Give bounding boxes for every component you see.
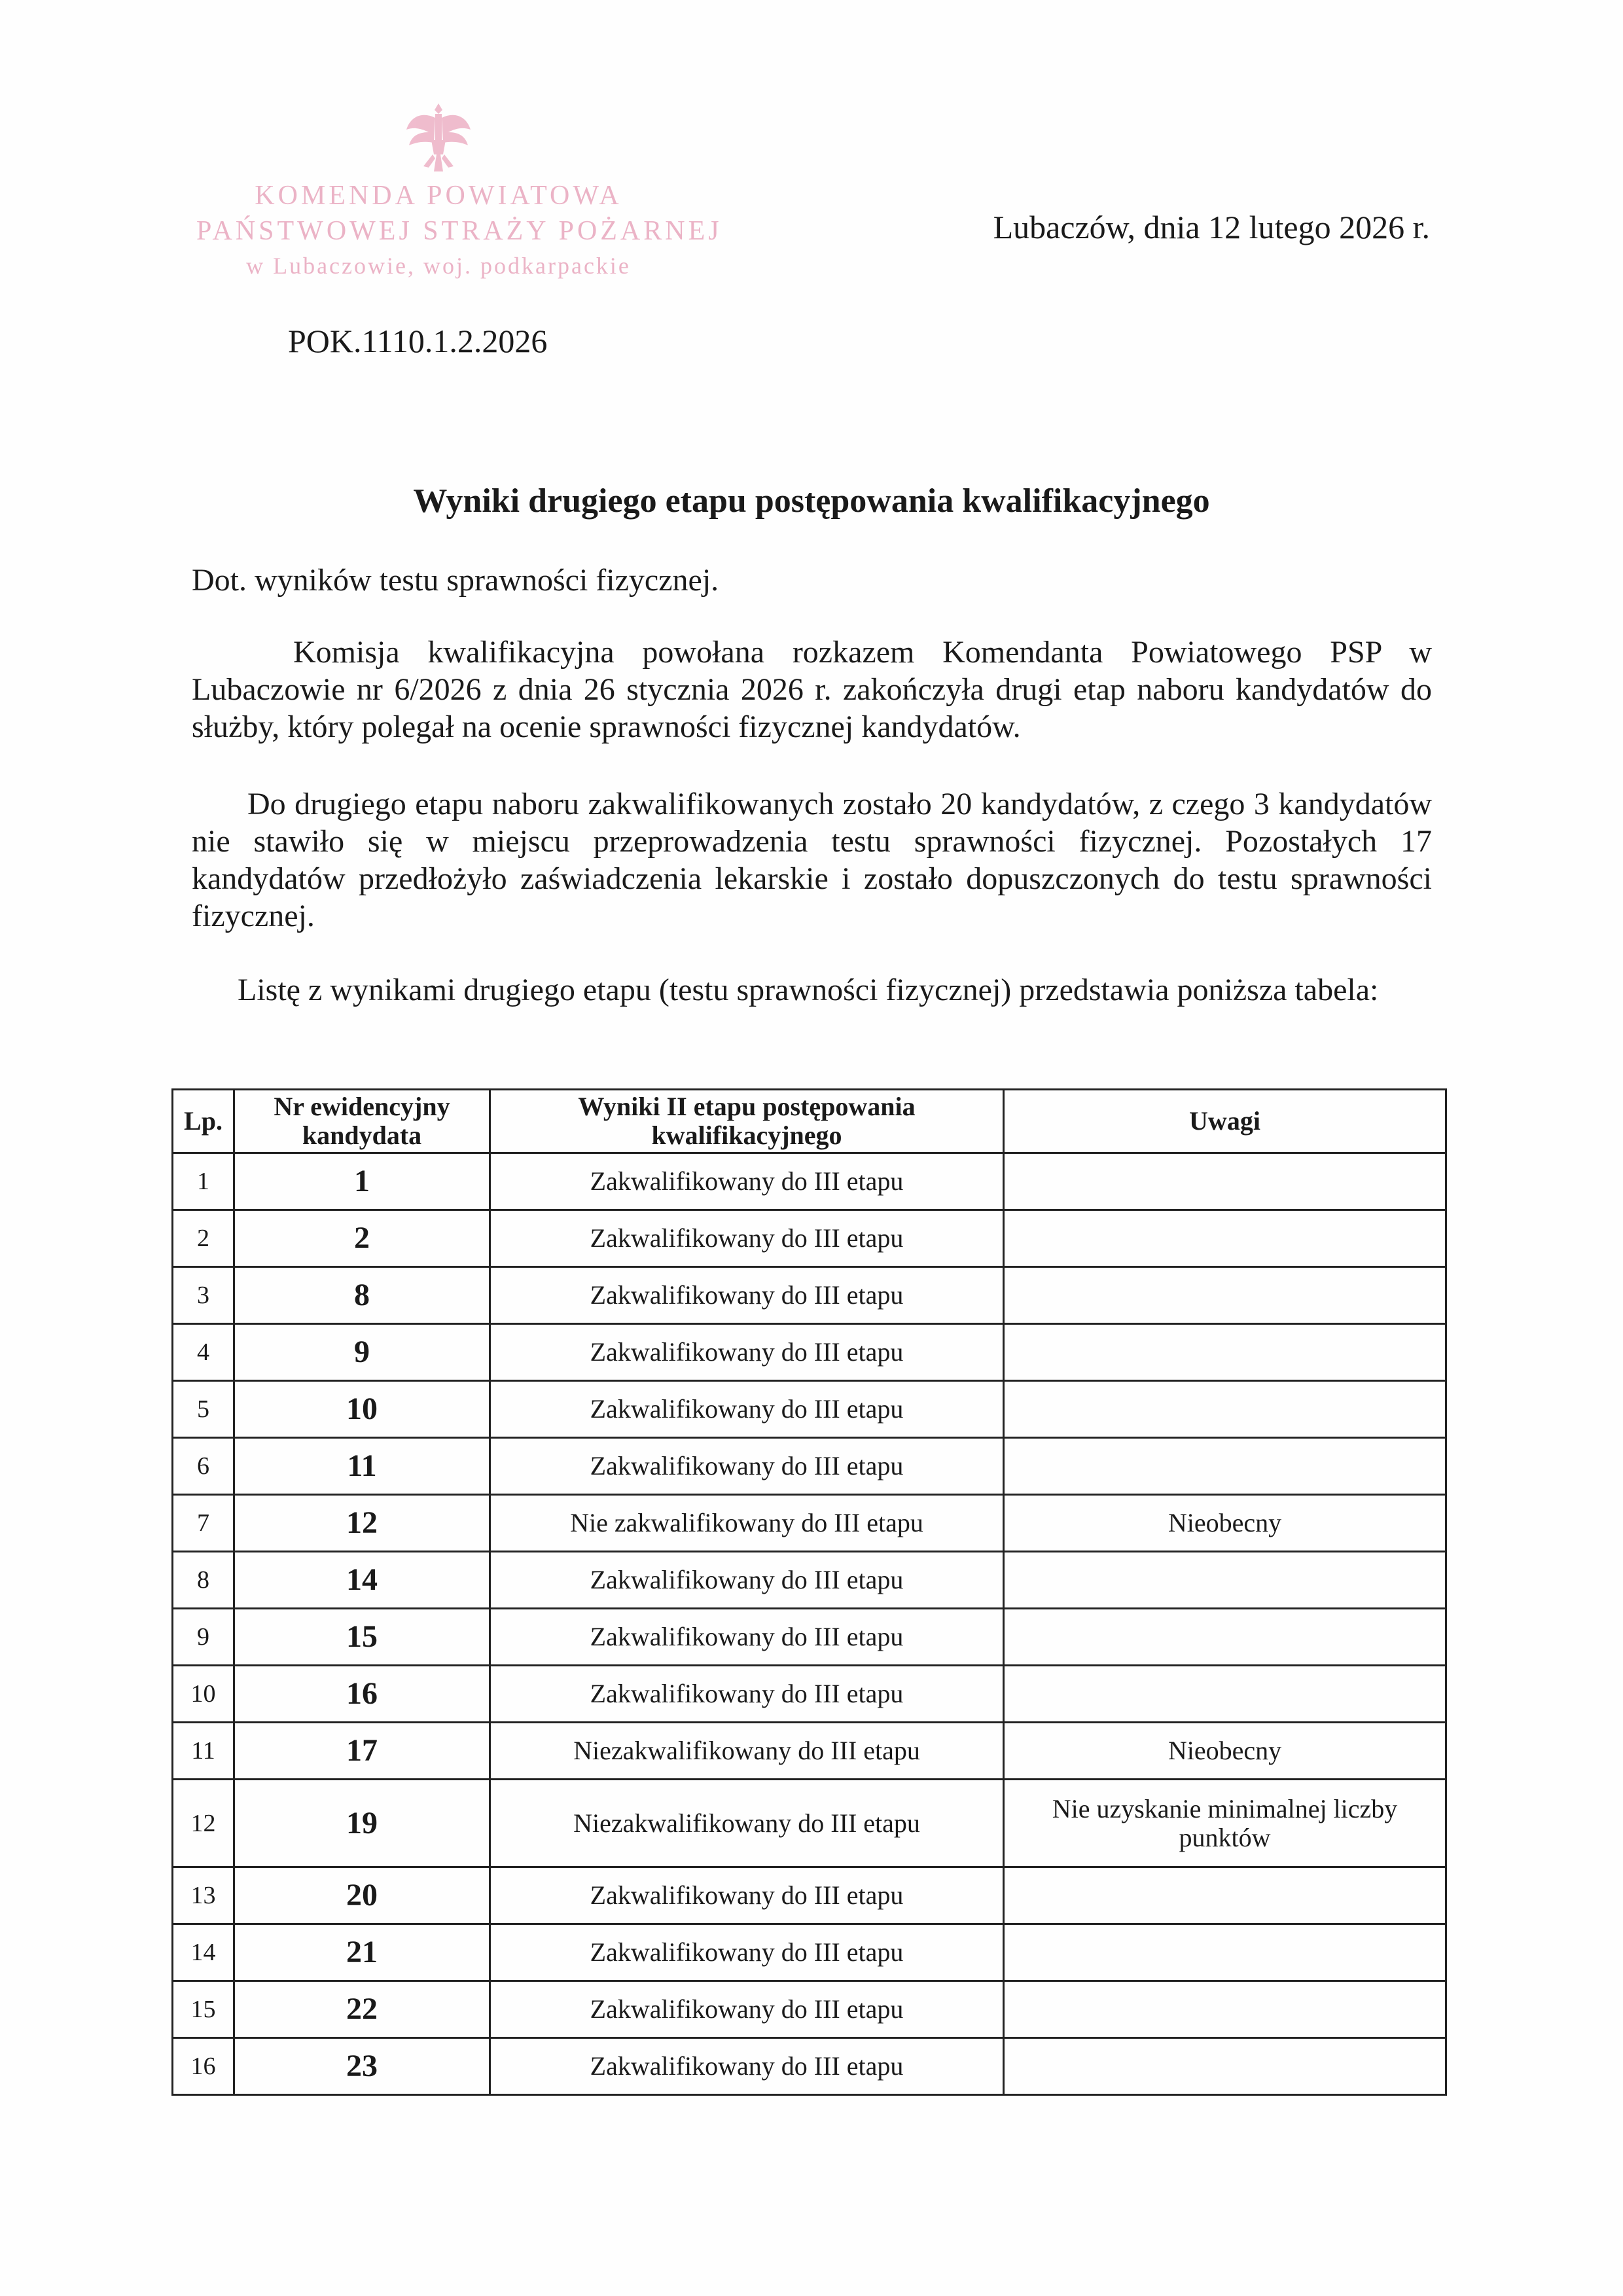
header-notes: Uwagi bbox=[1004, 1090, 1446, 1153]
row-result: Zakwalifikowany do III etapu bbox=[490, 1438, 1004, 1495]
row-result: Zakwalifikowany do III etapu bbox=[490, 1666, 1004, 1723]
letterhead-stamp bbox=[196, 98, 722, 279]
row-notes bbox=[1004, 1552, 1446, 1609]
document-date: Lubaczów, dnia 12 lutego 2026 r. bbox=[993, 209, 1430, 245]
table-row bbox=[173, 1723, 1446, 1780]
row-result: Zakwalifikowany do III etapu bbox=[490, 1552, 1004, 1609]
table-row bbox=[173, 2038, 1446, 2095]
table-row bbox=[173, 1780, 1446, 1867]
row-lp: 4 bbox=[173, 1324, 234, 1381]
results-table bbox=[171, 1088, 1447, 2096]
row-notes bbox=[1004, 1981, 1446, 2038]
row-candidate-number: 9 bbox=[234, 1324, 490, 1381]
row-notes bbox=[1004, 1666, 1446, 1723]
header-candidate-number bbox=[234, 1090, 490, 1153]
table-row bbox=[173, 1867, 1446, 1924]
row-result: Zakwalifikowany do III etapu bbox=[490, 1210, 1004, 1267]
row-result: Zakwalifikowany do III etapu bbox=[490, 1324, 1004, 1381]
table-row bbox=[173, 1495, 1446, 1552]
table-row bbox=[173, 1267, 1446, 1324]
row-candidate-number: 21 bbox=[234, 1924, 490, 1981]
header-result-line2: kwalifikacyjnego bbox=[651, 1121, 842, 1150]
header-result bbox=[490, 1090, 1004, 1153]
row-result: Zakwalifikowany do III etapu bbox=[490, 1267, 1004, 1324]
header-result-line1: Wyniki II etapu postępowania bbox=[578, 1092, 916, 1121]
results-table-body bbox=[173, 1153, 1446, 2095]
row-lp: 13 bbox=[173, 1867, 234, 1924]
table-row bbox=[173, 1153, 1446, 1210]
row-lp: 3 bbox=[173, 1267, 234, 1324]
polish-eagle-icon bbox=[402, 98, 474, 177]
paragraph-commission: Komisja kwalifikacyjna powołana rozkazem Komendanta Powiatowego PSP w Lubaczowie nr 6/2026 z dnia 26 stycznia 2026 r. zakończyła drugi etap naboru kandydatów do służby, który polegał na ocenie sprawności fizycznej kandydatów. bbox=[192, 635, 1432, 744]
row-lp: 11 bbox=[173, 1723, 234, 1780]
row-candidate-number: 20 bbox=[234, 1867, 490, 1924]
row-candidate-number: 11 bbox=[234, 1438, 490, 1495]
row-lp: 10 bbox=[173, 1666, 234, 1723]
row-candidate-number: 12 bbox=[234, 1495, 490, 1552]
paragraph-candidates: Do drugiego etapu naboru zakwalifikowanych zostało 20 kandydatów, z czego 3 kandydatów nie stawiło się w miejscu przeprowadzenia testu sprawności fizycznej. Pozostałych 17 kandydatów przedłożyło zaświadczenia lekarskie i zostało dopuszczonych do testu sprawności fizycznej. bbox=[192, 787, 1432, 933]
row-result: Nie zakwalifikowany do III etapu bbox=[490, 1495, 1004, 1552]
subject-line: Dot. wyników testu sprawności fizycznej. bbox=[192, 563, 719, 598]
row-notes: Nieobecny bbox=[1004, 1495, 1446, 1552]
row-lp: 14 bbox=[173, 1924, 234, 1981]
row-result: Zakwalifikowany do III etapu bbox=[490, 1381, 1004, 1438]
row-lp: 7 bbox=[173, 1495, 234, 1552]
row-notes bbox=[1004, 1381, 1446, 1438]
row-notes: Nie uzyskanie minimalnej liczby punktów bbox=[1004, 1780, 1446, 1867]
header-candidate-number-line2: kandydata bbox=[302, 1121, 422, 1150]
row-lp: 6 bbox=[173, 1438, 234, 1495]
row-lp: 15 bbox=[173, 1981, 234, 2038]
row-lp: 1 bbox=[173, 1153, 234, 1210]
row-result: Zakwalifikowany do III etapu bbox=[490, 1153, 1004, 1210]
row-lp: 16 bbox=[173, 2038, 234, 2095]
document-title: Wyniki drugiego etapu postępowania kwalifikacyjnego bbox=[413, 482, 1210, 520]
row-candidate-number: 16 bbox=[234, 1666, 490, 1723]
table-row bbox=[173, 1666, 1446, 1723]
row-candidate-number: 10 bbox=[234, 1381, 490, 1438]
row-result: Zakwalifikowany do III etapu bbox=[490, 2038, 1004, 2095]
table-header-row bbox=[173, 1090, 1446, 1153]
row-candidate-number: 2 bbox=[234, 1210, 490, 1267]
row-result: Niezakwalifikowany do III etapu bbox=[490, 1723, 1004, 1780]
row-result: Zakwalifikowany do III etapu bbox=[490, 1867, 1004, 1924]
table-row bbox=[173, 1438, 1446, 1495]
row-notes bbox=[1004, 1609, 1446, 1666]
reference-number: POK.1110.1.2.2026 bbox=[288, 323, 548, 359]
row-lp: 12 bbox=[173, 1780, 234, 1867]
row-notes bbox=[1004, 1867, 1446, 1924]
row-candidate-number: 8 bbox=[234, 1267, 490, 1324]
row-candidate-number: 1 bbox=[234, 1153, 490, 1210]
row-notes: Nieobecny bbox=[1004, 1723, 1446, 1780]
row-notes bbox=[1004, 1438, 1446, 1495]
row-candidate-number: 15 bbox=[234, 1609, 490, 1666]
row-candidate-number: 14 bbox=[234, 1552, 490, 1609]
row-lp: 5 bbox=[173, 1381, 234, 1438]
row-candidate-number: 23 bbox=[234, 2038, 490, 2095]
stamp-line: PAŃSTWOWEJ STRAŻY POŻARNEJ bbox=[196, 216, 722, 246]
row-result: Zakwalifikowany do III etapu bbox=[490, 1609, 1004, 1666]
header-lp: Lp. bbox=[173, 1090, 234, 1153]
row-lp: 9 bbox=[173, 1609, 234, 1666]
table-row bbox=[173, 1324, 1446, 1381]
row-result: Zakwalifikowany do III etapu bbox=[490, 1981, 1004, 2038]
row-lp: 8 bbox=[173, 1552, 234, 1609]
table-row bbox=[173, 1552, 1446, 1609]
stamp-line: KOMENDA POWIATOWA bbox=[255, 181, 622, 211]
row-lp: 2 bbox=[173, 1210, 234, 1267]
table-row bbox=[173, 1210, 1446, 1267]
row-candidate-number: 17 bbox=[234, 1723, 490, 1780]
paragraph-table-intro: Listę z wynikami drugiego etapu (testu sprawności fizycznej) przedstawia poniższa tabela: bbox=[238, 973, 1379, 1007]
table-row bbox=[173, 1609, 1446, 1666]
row-candidate-number: 22 bbox=[234, 1981, 490, 2038]
row-notes bbox=[1004, 1153, 1446, 1210]
table-row bbox=[173, 1924, 1446, 1981]
stamp-line: w Lubaczowie, woj. podkarpackie bbox=[246, 253, 631, 279]
row-notes bbox=[1004, 2038, 1446, 2095]
table-row bbox=[173, 1981, 1446, 2038]
header-candidate-number-line1: Nr ewidencyjny bbox=[274, 1092, 450, 1121]
row-result: Niezakwalifikowany do III etapu bbox=[490, 1780, 1004, 1867]
row-result: Zakwalifikowany do III etapu bbox=[490, 1924, 1004, 1981]
row-notes bbox=[1004, 1324, 1446, 1381]
row-notes bbox=[1004, 1210, 1446, 1267]
row-candidate-number: 19 bbox=[234, 1780, 490, 1867]
row-notes bbox=[1004, 1924, 1446, 1981]
row-notes bbox=[1004, 1267, 1446, 1324]
table-row bbox=[173, 1381, 1446, 1438]
